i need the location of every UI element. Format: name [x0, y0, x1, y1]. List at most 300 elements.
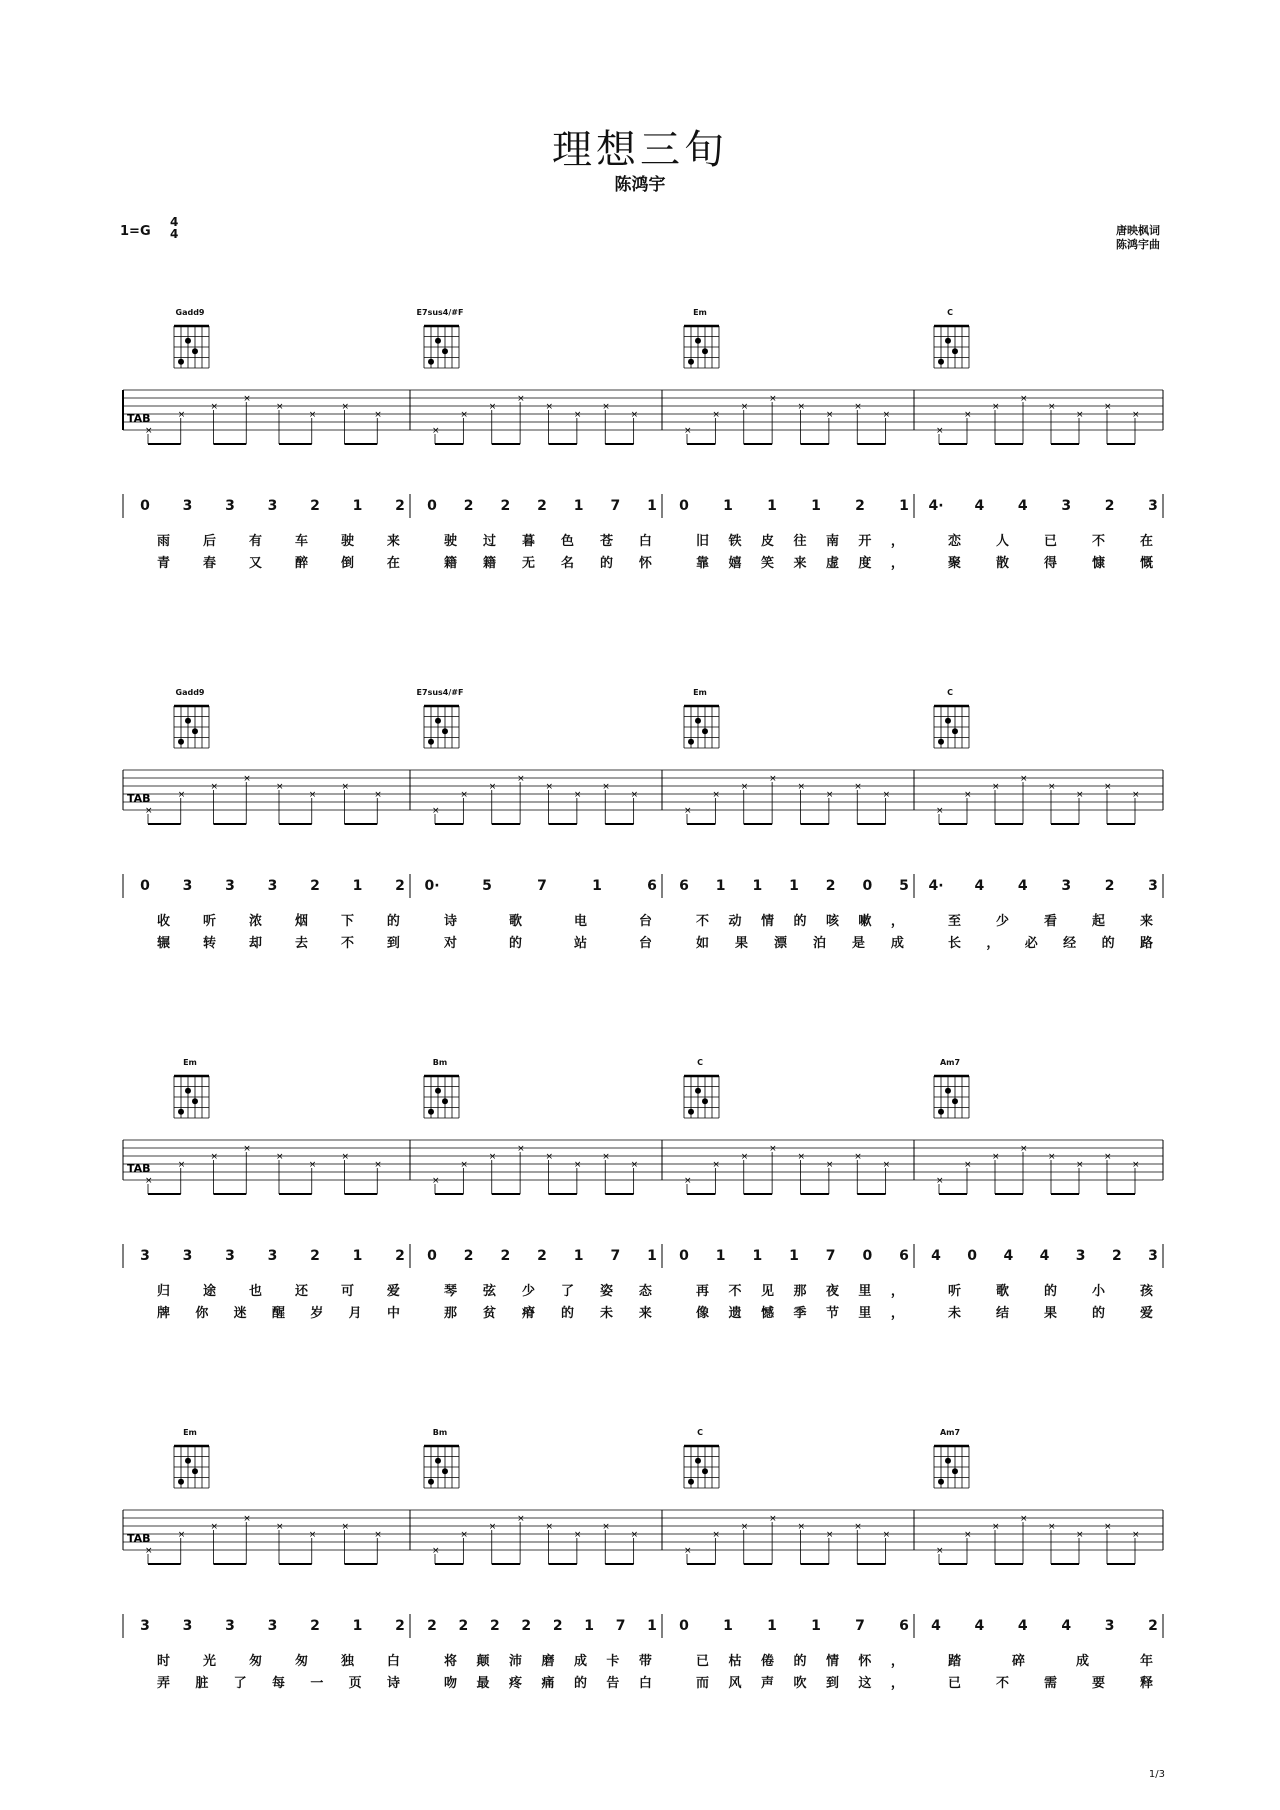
chord-name: Am7 [939, 1428, 961, 1437]
chord-name: C [947, 308, 953, 317]
tab-note: × [243, 394, 251, 404]
jianpu-note: 7 [537, 878, 547, 894]
jianpu-note: 3 [1061, 498, 1072, 514]
tab-note: × [964, 1160, 972, 1170]
lyric-phrase: 青 春 又 醉 倒 在 [157, 556, 400, 571]
lyric-phrase: 诗 歌 电 台 [444, 914, 652, 929]
artist-name: 陈鸿宇 [614, 175, 666, 195]
lyric-phrase: 已 枯 倦 的 情 怀 ， [696, 1654, 904, 1669]
chord-finger-dot [442, 1098, 448, 1104]
tab-note: × [488, 782, 497, 792]
jianpu-note: 4 [1039, 1248, 1050, 1264]
jianpu-note: 3 [140, 1248, 150, 1264]
tab-note: × [276, 402, 284, 412]
jianpu-note: 1 [789, 878, 799, 894]
chord-finger-dot [702, 728, 708, 734]
jianpu-note: 4· [928, 498, 944, 514]
jianpu-note: 1 [715, 1248, 726, 1264]
lyric-phrase: 那 贫 瘠 的 未 来 [444, 1306, 652, 1321]
tab-note: × [630, 410, 639, 420]
tab-staff [0, 760, 1280, 890]
lyric-phrase: 牌 你 迷 醒 岁 月 中 [157, 1306, 400, 1321]
jianpu-note: 2 [1111, 1248, 1122, 1264]
tab-note: × [825, 1530, 834, 1540]
jianpu-note: 4 [1061, 1618, 1072, 1634]
chord-finger-dot [695, 718, 701, 724]
tab-note: × [684, 806, 692, 816]
chord-finger-dot [702, 1098, 708, 1104]
chord-finger-dot [938, 1479, 944, 1485]
lyric-phrase: 至 少 看 起 来 [948, 914, 1153, 929]
jianpu-note: 6 [679, 878, 689, 894]
jianpu-note: 3 [182, 1248, 193, 1264]
jianpu-note: 7 [610, 498, 621, 514]
tab-note: × [276, 1152, 284, 1162]
jianpu-note: 1 [899, 498, 909, 514]
tab-note: × [1020, 394, 1028, 404]
tab-note: × [177, 790, 186, 800]
tab-note: × [684, 1546, 692, 1556]
jianpu-note: 1 [573, 1248, 584, 1264]
jianpu-note: 3 [1148, 498, 1158, 514]
jianpu-note: 3 [1104, 1618, 1115, 1634]
chord-finger-dot [695, 338, 701, 344]
jianpu-note: 2 [463, 1248, 474, 1264]
chord-finger-dot [435, 338, 441, 344]
chord-grid [920, 1428, 980, 1498]
jianpu-note: 3 [1148, 1248, 1158, 1264]
chord-finger-dot [695, 1458, 701, 1464]
tab-note: × [936, 1176, 944, 1186]
tab-note: × [602, 402, 610, 412]
lyric-phrase: 未 结 果 的 爱 [948, 1306, 1153, 1321]
lyric-phrase: 聚 散 得 慷 慨 [948, 556, 1153, 571]
lyric-phrase: 籍 籍 无 名 的 怀 [444, 556, 652, 571]
chord-name: Em [183, 1428, 197, 1437]
lyric-phrase: 吻 最 疼 痛 的 告 白 [444, 1676, 652, 1691]
jianpu-note: 3 [225, 1618, 235, 1634]
jianpu-note: 3 [225, 1248, 235, 1264]
jianpu-note: 1 [811, 1618, 821, 1634]
jianpu-note: 0 [140, 878, 150, 894]
jianpu-note: 1 [352, 1618, 363, 1634]
chord-finger-dot [695, 1088, 701, 1094]
lyric-phrase: 收 听 浓 烟 下 的 [157, 914, 400, 929]
jianpu-note: 5 [899, 878, 909, 894]
tab-note: × [308, 410, 317, 420]
chord-finger-dot [945, 1088, 951, 1094]
tab-note: × [602, 1522, 610, 1532]
tab-staff [0, 1130, 1280, 1260]
tab-note: × [602, 782, 610, 792]
tab-note: × [210, 782, 219, 792]
tab-note: × [684, 1176, 692, 1186]
tab-note: × [1048, 782, 1056, 792]
tab-note: × [854, 782, 862, 792]
lyric-phrase: 而 风 声 吹 到 这 ， [696, 1676, 904, 1691]
tab-note: × [769, 774, 777, 784]
jianpu-row [0, 1248, 1280, 1270]
chord-name: E7sus4/#F [416, 308, 464, 317]
jianpu-note: 2 [1104, 498, 1115, 514]
jianpu-note: 2 [427, 1618, 437, 1634]
tab-note: × [854, 1522, 862, 1532]
jianpu-note: 2 [489, 1618, 500, 1634]
tab-note: × [276, 1522, 284, 1532]
lyric-line [0, 1672, 1280, 1694]
tab-note: × [769, 1514, 777, 1524]
jianpu-row [0, 878, 1280, 900]
tab-note: × [630, 1160, 639, 1170]
jianpu-note: 3 [267, 878, 278, 894]
jianpu-note: 2 [310, 1618, 320, 1634]
tab-note: × [545, 402, 554, 412]
tab-note: × [769, 394, 777, 404]
tab-note: × [432, 1546, 440, 1556]
jianpu-note: 1 [352, 878, 363, 894]
chord-name: Em [693, 308, 707, 317]
tab-note: × [992, 1522, 1000, 1532]
tab-note: × [825, 790, 834, 800]
tab-note: × [210, 402, 219, 412]
tab-note: × [1104, 402, 1112, 412]
tab-note: × [517, 1514, 525, 1524]
jianpu-note: 0 [679, 1248, 689, 1264]
lyric-line [0, 910, 1280, 932]
jianpu-note: 3 [225, 498, 235, 514]
tab-note: × [1076, 790, 1084, 800]
tab-note: × [432, 426, 440, 436]
tab-note: × [276, 782, 284, 792]
tab-note: × [1132, 1160, 1140, 1170]
tab-note: × [488, 1522, 497, 1532]
chord-grid [920, 308, 980, 378]
tab-note: × [854, 402, 862, 412]
tab-note: × [1048, 402, 1056, 412]
jianpu-note: 3 [225, 878, 235, 894]
tab-note: × [797, 1522, 806, 1532]
jianpu-note: 0· [424, 878, 440, 894]
chord-finger-dot [938, 359, 944, 365]
lyric-phrase: 如 果 漂 泊 是 成 [696, 936, 904, 951]
tab-note: × [488, 1152, 497, 1162]
jianpu-note: 2 [825, 878, 836, 894]
jianpu-note: 3 [182, 878, 193, 894]
tab-note: × [1076, 410, 1084, 420]
chord-grid [160, 308, 220, 378]
tab-note: × [243, 1514, 251, 1524]
tab-note: × [882, 790, 891, 800]
tab-note: × [936, 1546, 944, 1556]
chord-finger-dot [435, 1088, 441, 1094]
lyric-phrase: 听 歌 的 小 孩 [948, 1284, 1153, 1299]
tab-note: × [573, 1530, 582, 1540]
jianpu-note: 4 [974, 1618, 985, 1634]
tab-note: × [145, 806, 153, 816]
score-system [0, 680, 1280, 960]
chord-finger-dot [178, 1479, 184, 1485]
jianpu-note: 2 [310, 878, 320, 894]
lyric-phrase: 不 动 情 的 咳 嗽 ， [696, 914, 904, 929]
chord-finger-dot [952, 728, 958, 734]
chord-finger-dot [945, 1458, 951, 1464]
chord-finger-dot [702, 1468, 708, 1474]
lyric-phrase: 已 不 需 要 释 [948, 1676, 1153, 1691]
tab-note: × [712, 410, 720, 420]
jianpu-note: 4 [931, 1618, 941, 1634]
chord-finger-dot [688, 359, 694, 365]
jianpu-note: 1 [752, 878, 763, 894]
chord-finger-dot [178, 359, 184, 365]
tab-note: × [374, 410, 382, 420]
jianpu-note: 2 [458, 1618, 469, 1634]
chord-finger-dot [192, 348, 198, 354]
tab-note: × [854, 1152, 862, 1162]
chord-finger-dot [442, 728, 448, 734]
tab-note: × [1104, 782, 1112, 792]
tab-note: × [517, 394, 525, 404]
jianpu-note: 3 [267, 1618, 278, 1634]
chord-finger-dot [435, 718, 441, 724]
tab-note: × [1020, 1514, 1028, 1524]
jianpu-note: 4 [974, 498, 985, 514]
lyric-phrase: 恋 人 已 不 在 [948, 534, 1153, 549]
chord-grid [670, 1428, 730, 1498]
lyric-line [0, 552, 1280, 574]
jianpu-note: 1 [647, 1248, 657, 1264]
jianpu-note: 4 [931, 1248, 941, 1264]
chord-finger-dot [185, 338, 191, 344]
chord-grid [410, 688, 470, 758]
jianpu-row [0, 1618, 1280, 1640]
jianpu-note: 2 [395, 1618, 405, 1634]
jianpu-note: 7 [610, 1248, 621, 1264]
jianpu-note: 1 [592, 878, 602, 894]
tab-note: × [740, 1152, 749, 1162]
tab-note: × [992, 1152, 1000, 1162]
jianpu-note: 1 [767, 1618, 777, 1634]
tab-note: × [432, 806, 440, 816]
tab-note: × [712, 790, 720, 800]
jianpu-note: 4· [928, 878, 944, 894]
tab-note: × [545, 782, 554, 792]
jianpu-note: 1 [573, 498, 584, 514]
chord-finger-dot [688, 1109, 694, 1115]
jianpu-note: 2 [537, 498, 547, 514]
score-system [0, 1050, 1280, 1330]
chord-grid [410, 1428, 470, 1498]
tab-note: × [769, 1144, 777, 1154]
chord-finger-dot [428, 359, 434, 365]
tab-note: × [460, 1530, 468, 1540]
jianpu-note: 0 [427, 498, 437, 514]
tab-note: × [1076, 1160, 1084, 1170]
tab-note: × [341, 1522, 350, 1532]
tab-note: × [1132, 1530, 1140, 1540]
jianpu-note: 3 [182, 498, 193, 514]
tab-note: × [797, 1152, 806, 1162]
tab-note: × [145, 1176, 153, 1186]
chord-name: Gadd9 [175, 688, 205, 697]
jianpu-note: 1 [352, 1248, 363, 1264]
tab-note: × [177, 410, 186, 420]
tab-note: × [630, 1530, 639, 1540]
jianpu-note: 3 [1075, 1248, 1086, 1264]
chord-finger-dot [945, 718, 951, 724]
chord-grid [920, 1058, 980, 1128]
chord-grid [160, 688, 220, 758]
chord-finger-dot [952, 348, 958, 354]
tab-clef: TAB [127, 792, 151, 805]
tab-note: × [573, 1160, 582, 1170]
chord-finger-dot [442, 348, 448, 354]
tab-note: × [177, 1160, 186, 1170]
jianpu-note: 6 [647, 878, 657, 894]
jianpu-note: 2 [500, 1248, 511, 1264]
key-signature: 1=G [120, 224, 151, 239]
jianpu-note: 3 [1148, 878, 1158, 894]
tab-note: × [712, 1160, 720, 1170]
tab-note: × [545, 1522, 554, 1532]
tab-clef: TAB [127, 412, 151, 425]
tab-note: × [308, 790, 317, 800]
tab-note: × [740, 402, 749, 412]
jianpu-note: 1 [723, 1618, 733, 1634]
chord-grid [670, 1058, 730, 1128]
lyric-phrase: 将 颠 沛 磨 成 卡 带 [444, 1654, 652, 1669]
tab-note: × [1104, 1522, 1112, 1532]
jianpu-note: 2 [537, 1248, 547, 1264]
chord-finger-dot [952, 1468, 958, 1474]
chord-finger-dot [185, 1458, 191, 1464]
jianpu-note: 2 [552, 1618, 563, 1634]
tab-note: × [964, 790, 972, 800]
lyric-line [0, 530, 1280, 552]
tab-staff [0, 380, 1280, 510]
tab-note: × [374, 1530, 382, 1540]
jianpu-note: 0 [862, 878, 873, 894]
tab-note: × [630, 790, 639, 800]
jianpu-note: 6 [899, 1248, 909, 1264]
lyric-phrase: 踏 碎 成 年 [948, 1654, 1153, 1669]
tab-note: × [1048, 1152, 1056, 1162]
jianpu-note: 2 [521, 1618, 532, 1634]
jianpu-note: 6 [899, 1618, 909, 1634]
jianpu-note: 4 [974, 878, 985, 894]
lyric-line [0, 932, 1280, 954]
tab-note: × [882, 1530, 891, 1540]
tab-note: × [341, 782, 350, 792]
chord-grid [920, 688, 980, 758]
tab-note: × [1132, 410, 1140, 420]
tab-note: × [882, 1160, 891, 1170]
lyric-phrase: 弄 脏 了 每 一 页 诗 [157, 1676, 400, 1691]
chord-finger-dot [945, 338, 951, 344]
chord-finger-dot [178, 739, 184, 745]
tab-note: × [243, 1144, 251, 1154]
song-title: 理想三旬 [552, 127, 728, 173]
tab-note: × [145, 426, 153, 436]
tab-note: × [712, 1530, 720, 1540]
tab-note: × [602, 1152, 610, 1162]
jianpu-note: 1 [752, 1248, 763, 1264]
chord-name: C [697, 1428, 703, 1437]
jianpu-note: 4 [1003, 1248, 1014, 1264]
chord-grid [410, 308, 470, 378]
jianpu-note: 4 [1017, 1618, 1028, 1634]
chord-finger-dot [185, 718, 191, 724]
tab-note: × [936, 426, 944, 436]
chord-name: E7sus4/#F [416, 688, 464, 697]
jianpu-note: 2 [395, 878, 405, 894]
lyric-phrase: 再 不 见 那 夜 里 ， [696, 1284, 904, 1299]
chord-name: Gadd9 [175, 308, 205, 317]
tab-note: × [573, 790, 582, 800]
tab-note: × [1132, 790, 1140, 800]
tab-note: × [573, 410, 582, 420]
chord-finger-dot [185, 1088, 191, 1094]
jianpu-note: 7 [615, 1618, 626, 1634]
chord-grid [160, 1428, 220, 1498]
lyricist-credit: 唐映枫词 [1116, 224, 1160, 237]
tab-note: × [882, 410, 891, 420]
chord-finger-dot [938, 1109, 944, 1115]
lyric-phrase: 时 光 匆 匆 独 白 [157, 1654, 400, 1669]
tab-note: × [210, 1152, 219, 1162]
tab-note: × [825, 410, 834, 420]
tab-note: × [460, 1160, 468, 1170]
lyric-line [0, 1280, 1280, 1302]
chord-finger-dot [192, 1098, 198, 1104]
chord-finger-dot [442, 1468, 448, 1474]
chord-name: Em [693, 688, 707, 697]
tab-note: × [992, 782, 1000, 792]
jianpu-note: 1 [723, 498, 733, 514]
tab-note: × [1048, 1522, 1056, 1532]
score-system [0, 1420, 1280, 1700]
chord-finger-dot [192, 728, 198, 734]
jianpu-note: 3 [267, 498, 278, 514]
chord-finger-dot [952, 1098, 958, 1104]
tab-note: × [1020, 1144, 1028, 1154]
chord-finger-dot [428, 1109, 434, 1115]
jianpu-note: 1 [715, 878, 726, 894]
lyric-phrase: 像 遗 憾 季 节 里 ， [696, 1306, 904, 1321]
jianpu-note: 2 [310, 1248, 320, 1264]
jianpu-note: 2 [500, 498, 511, 514]
jianpu-note: 2 [395, 498, 405, 514]
tab-note: × [797, 782, 806, 792]
tab-note: × [1020, 774, 1028, 784]
chord-grid [670, 688, 730, 758]
tab-note: × [740, 782, 749, 792]
jianpu-note: 1 [584, 1618, 595, 1634]
tab-note: × [964, 1530, 972, 1540]
chord-finger-dot [688, 1479, 694, 1485]
jianpu-note: 1 [647, 1618, 657, 1634]
tab-note: × [460, 410, 468, 420]
tab-note: × [341, 1152, 350, 1162]
lyric-phrase: 长 ， 必 经 的 路 [948, 936, 1153, 951]
tab-note: × [374, 790, 382, 800]
chord-name: Am7 [939, 1058, 961, 1067]
jianpu-note: 1 [352, 498, 363, 514]
chord-finger-dot [428, 1479, 434, 1485]
jianpu-note: 2 [1148, 1618, 1158, 1634]
jianpu-note: 3 [1061, 878, 1072, 894]
tab-note: × [992, 402, 1000, 412]
chord-name: Bm [432, 1058, 448, 1067]
